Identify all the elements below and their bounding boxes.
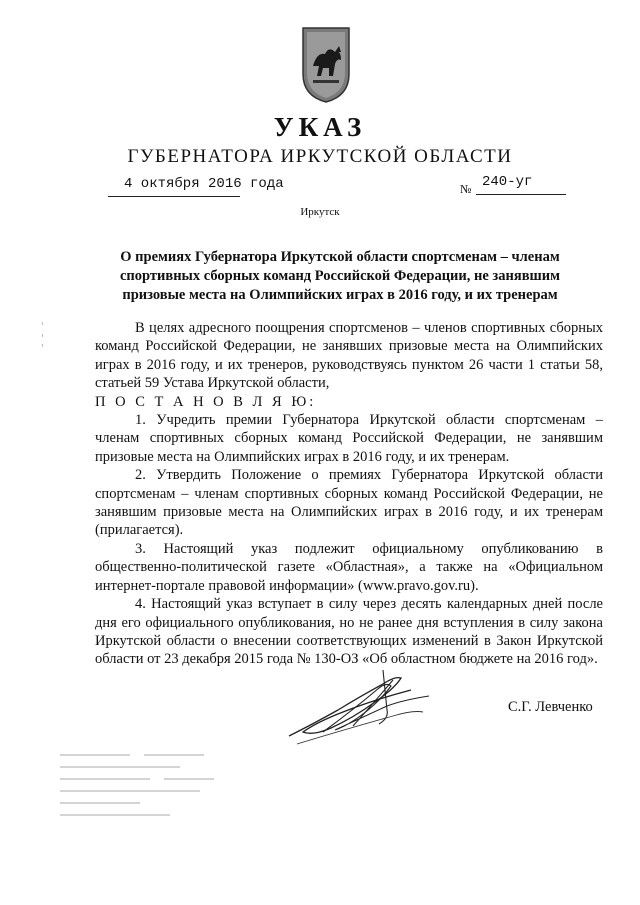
preamble-paragraph: В целях адресного поощрения спортсменов – членов спортивных сборных команд Российской Федерации, не занявших призовые места на Олимпийских играх в 2016 году, и их тренеров, руководствуясь пунктом 26 части 1 статьи 58, статьей 59 Устава Иркутской области, — [95, 320, 603, 392]
clause-2: 2. Утвердить Положение о премиях Губернатора Иркутской области спортсменам – членам спортивных сборных команд Российской Федерации, не занявшим призовые места на Олимпийских играх в 2016 году, и их тренерам (прилагается). — [95, 467, 603, 539]
signatory-name: С.Г. Левченко — [508, 699, 593, 715]
document-date: 4 октября 2016 года — [124, 176, 284, 192]
document-title: УКАЗ — [273, 112, 367, 142]
document-heading: О премиях Губернатора Иркутской области спортсменам – членам спортивных сборных команд Российской Федерации, не занявшим призовые места на Олимпийских играх в 2016 году, и их тренерам — [119, 249, 561, 303]
document-number: 240-уг — [482, 174, 533, 190]
faded-stamp-icon — [60, 752, 250, 822]
margin-marks-icon — [40, 320, 48, 350]
document-body — [95, 319, 603, 669]
clause-3: 3. Настоящий указ подлежит официальному опубликованию в общественно-политической газете «Областная», а также на «Официальном интернет-портале правовой информации» (www.pravo.gov.ru). — [95, 540, 603, 594]
handwritten-signature-icon — [283, 666, 433, 748]
document-subtitle: ГУБЕРНАТОРА ИРКУТСКОЙ ОБЛАСТИ — [127, 146, 513, 167]
decree-word: П О С Т А Н О В Л Я Ю: — [95, 393, 317, 410]
coat-of-arms-icon — [299, 22, 353, 104]
date-underline — [108, 196, 240, 197]
number-sign: № — [460, 182, 472, 196]
document-city: Иркутск — [300, 206, 340, 218]
clause-1: 1. Учредить премии Губернатора Иркутской области спортсменам – членам спортивных сборных команд Российской Федерации, не занявшим призовые места на Олимпийских играх в 2016 году, и их тренерам. — [95, 412, 603, 465]
clause-4: 4. Настоящий указ вступает в силу через десять календарных дней после дня его официального опубликования, но не ранее дня вступления в силу закона Иркутской области о внесении соответствующих изменений в Закон Иркутской области от 23 декабря 2015 года № 130-ОЗ «Об областном бюджете на 2016 год». — [95, 596, 603, 668]
number-underline — [476, 194, 566, 195]
